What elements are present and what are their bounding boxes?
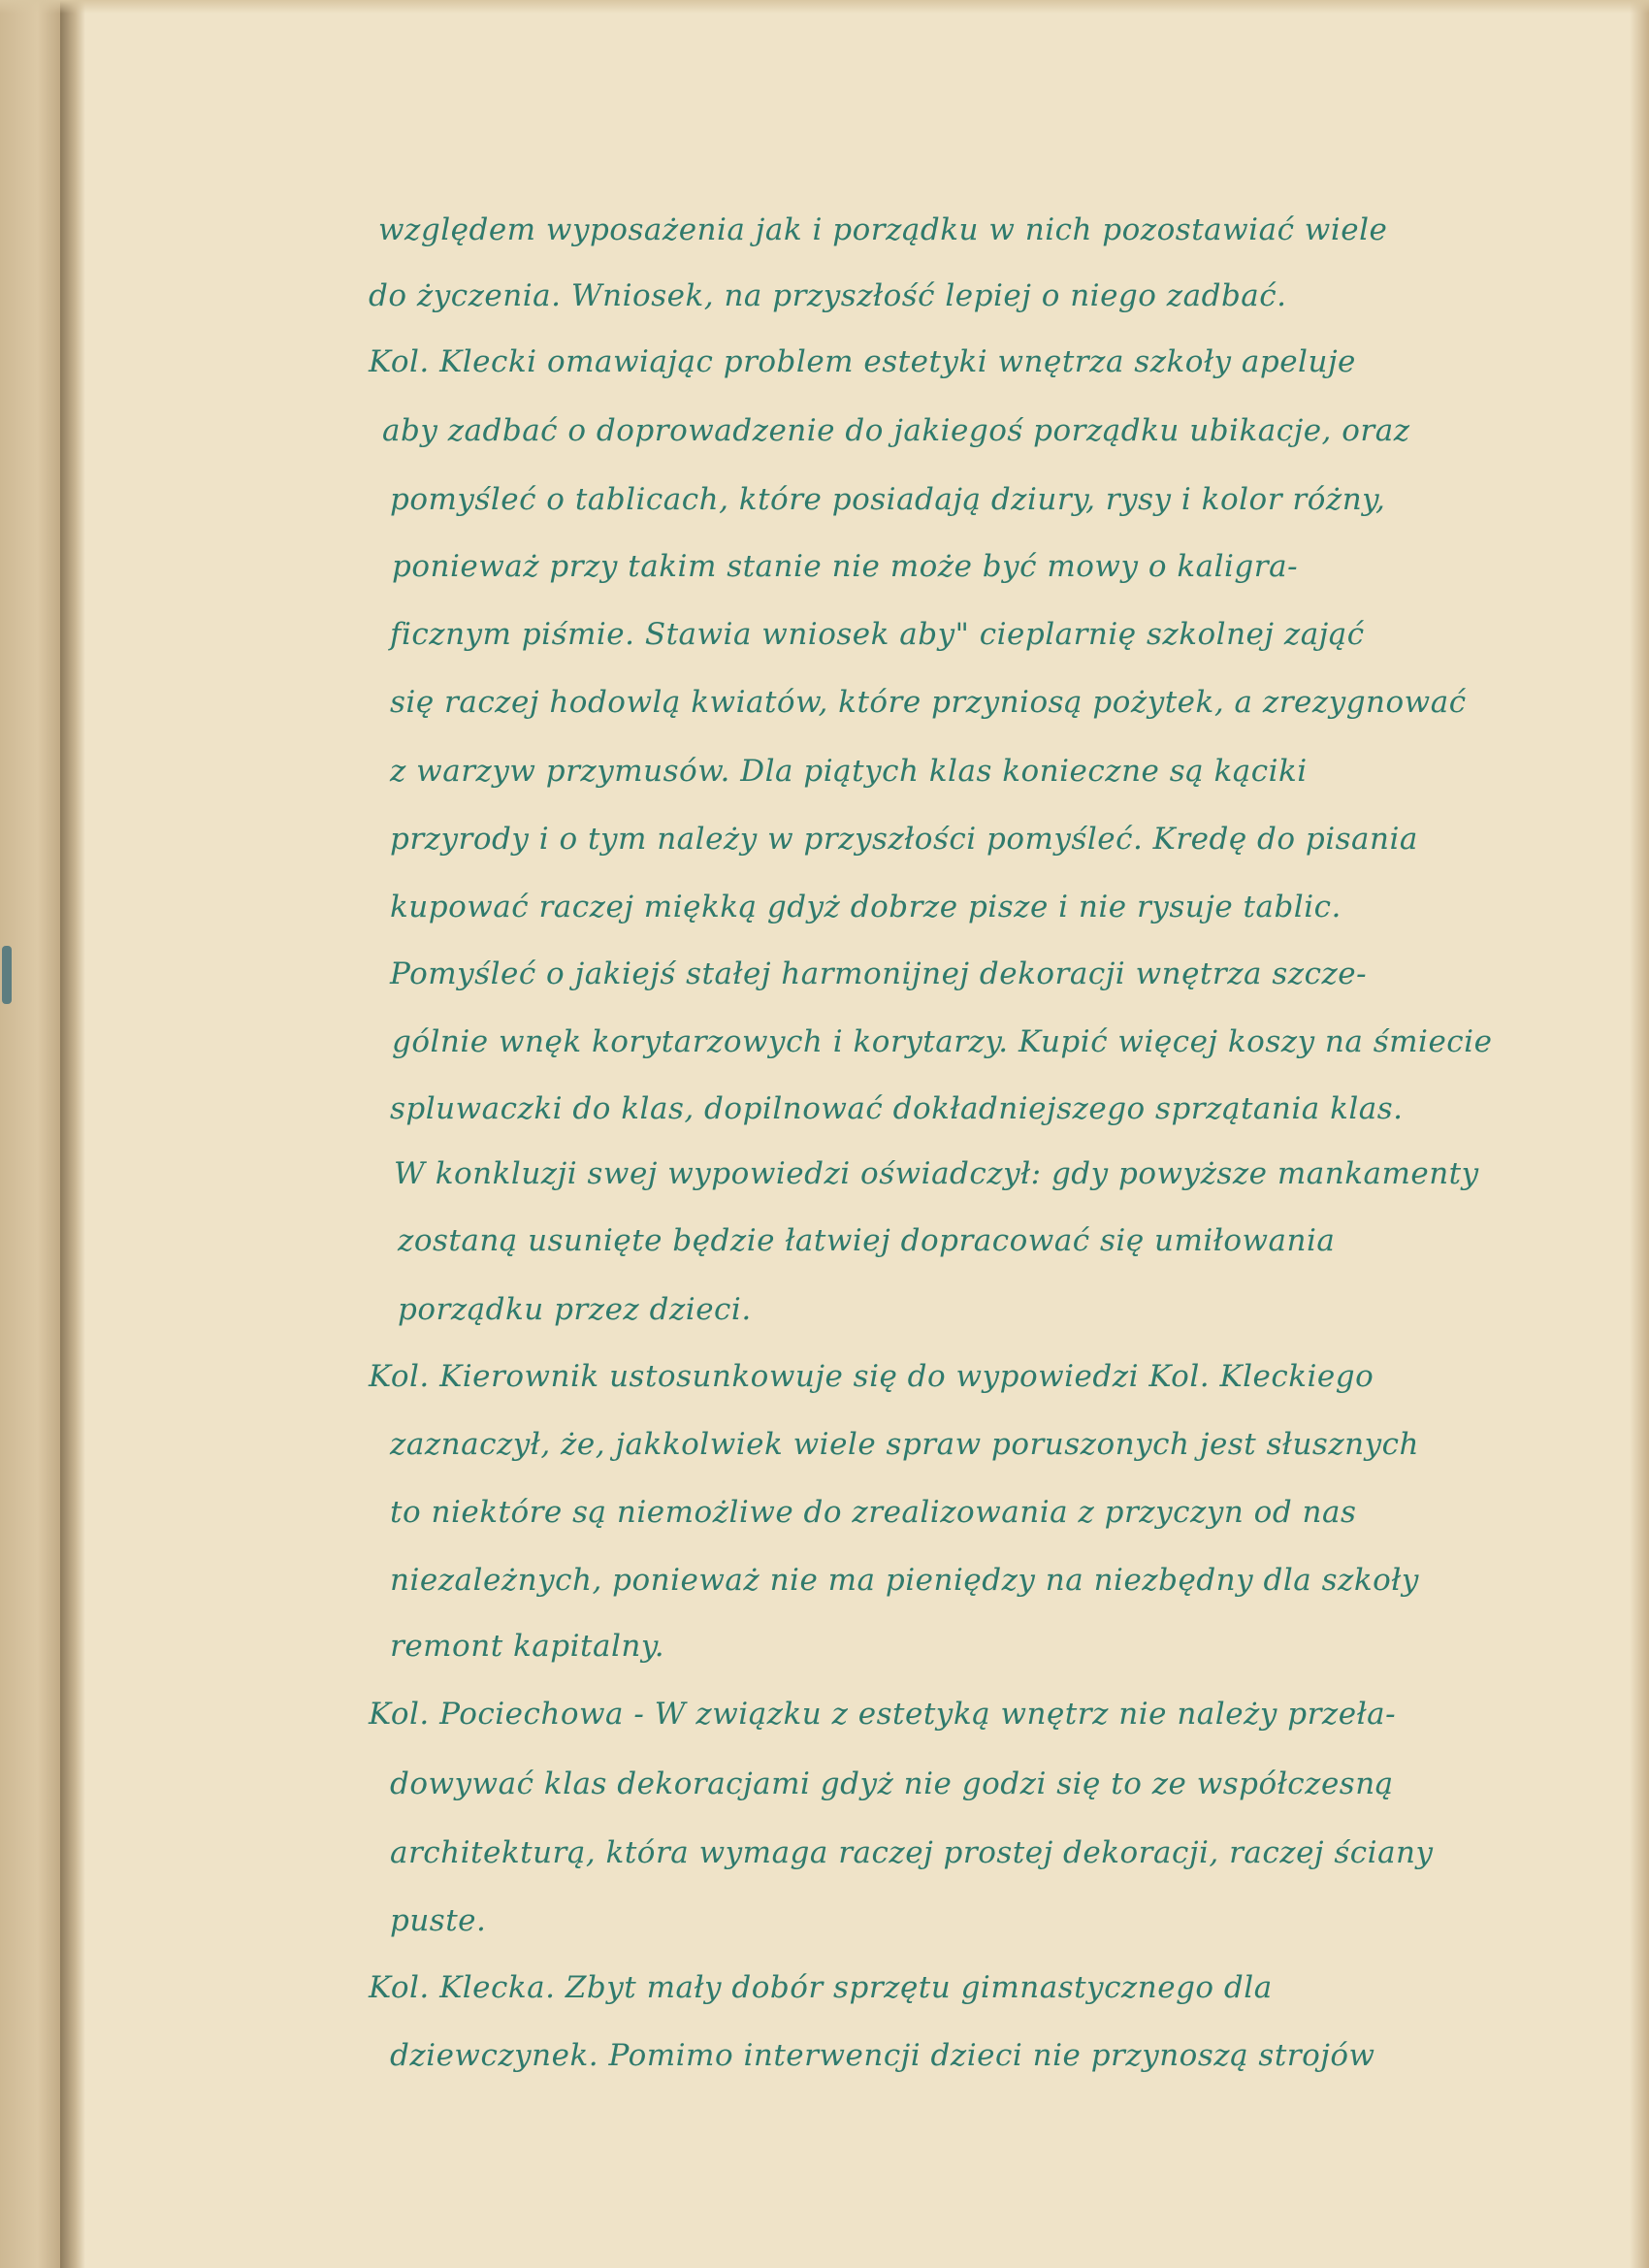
text-line: ponieważ przy takim stanie nie może być mowy o kaligra- — [392, 549, 1299, 584]
text-line: puste. — [390, 1903, 487, 1938]
text-line: przyrody i o tym należy w przyszłości pomyśleć. Kredę do pisania — [390, 822, 1418, 857]
page-top-edge — [0, 0, 1649, 14]
text-line: niezależnych, ponieważ nie ma pieniędzy na niezbędny dla szkoły — [390, 1563, 1419, 1598]
text-line: spluwaczki do klas, dopilnować dokładniejszego sprzątania klas. — [390, 1091, 1404, 1126]
text-line: gólnie wnęk korytarzowych i korytarzy. Kupić więcej koszy na śmiecie — [392, 1024, 1493, 1059]
text-line: do życzenia. Wniosek, na przyszłość lepiej o niego zadbać. — [369, 278, 1287, 313]
text-line: pomyśleć o tablicach, które posiadają dziury, rysy i kolor różny, — [390, 482, 1386, 517]
facing-page-edge — [0, 0, 68, 2268]
margin-ink-mark — [2, 946, 12, 1004]
text-line: Pomyśleć o jakiejś stałej harmonijnej dekoracji wnętrza szcze- — [390, 956, 1368, 991]
text-line: kupować raczej miękką gdyż dobrze pisze i nie rysuje tablic. — [390, 890, 1342, 924]
text-line: Kol. Kierownik ustosunkowuje się do wypowiedzi Kol. Kleckiego — [369, 1359, 1374, 1394]
text-line: z warzyw przymusów. Dla piątych klas konieczne są kąciki — [390, 754, 1308, 789]
text-line: porządku przez dzieci. — [398, 1292, 752, 1327]
page-right-edge — [1630, 0, 1649, 2268]
text-line: Kol. Pociechowa - W związku z estetyką wnętrz nie należy przeła- — [369, 1697, 1397, 1732]
text-line: dowywać klas dekoracjami gdyż nie godzi się to ze współczesną — [390, 1766, 1394, 1801]
text-line: architekturą, która wymaga raczej prostej dekoracji, raczej ściany — [390, 1835, 1434, 1870]
text-line: ficznym piśmie. Stawia wniosek aby" cieplarnię szkolnej zająć — [390, 617, 1365, 652]
text-line: względem wyposażenia jak i porządku w nich pozostawiać wiele — [378, 212, 1388, 247]
text-line: Kol. Klecka. Zbyt mały dobór sprzętu gimnastycznego dla — [369, 1970, 1273, 2005]
text-line: się raczej hodowlą kwiatów, które przyniosą pożytek, a zrezygnować — [390, 685, 1467, 720]
text-line: remont kapitalny. — [390, 1629, 665, 1664]
text-line: aby zadbać o doprowadzenie do jakiegoś porządku ubikacje, oraz — [382, 413, 1410, 448]
text-line: to niektóre są niemożliwe do zrealizowania z przyczyn od nas — [390, 1495, 1357, 1530]
text-line: W konkluzji swej wypowiedzi oświadczył: gdy powyższe mankamenty — [394, 1156, 1479, 1191]
text-line: dziewczynek. Pomimo interwencji dzieci nie przynoszą strojów — [390, 2038, 1375, 2073]
text-line: Kol. Klecki omawiając problem estetyki wnętrza szkoły apeluje — [369, 344, 1356, 379]
handwritten-text-block — [369, 199, 1630, 2217]
book-gutter — [60, 0, 85, 2268]
text-line: zostaną usunięte będzie łatwiej dopracować się umiłowania — [398, 1223, 1336, 1258]
text-line: zaznaczył, że, jakkolwiek wiele spraw poruszonych jest słusznych — [390, 1427, 1419, 1462]
